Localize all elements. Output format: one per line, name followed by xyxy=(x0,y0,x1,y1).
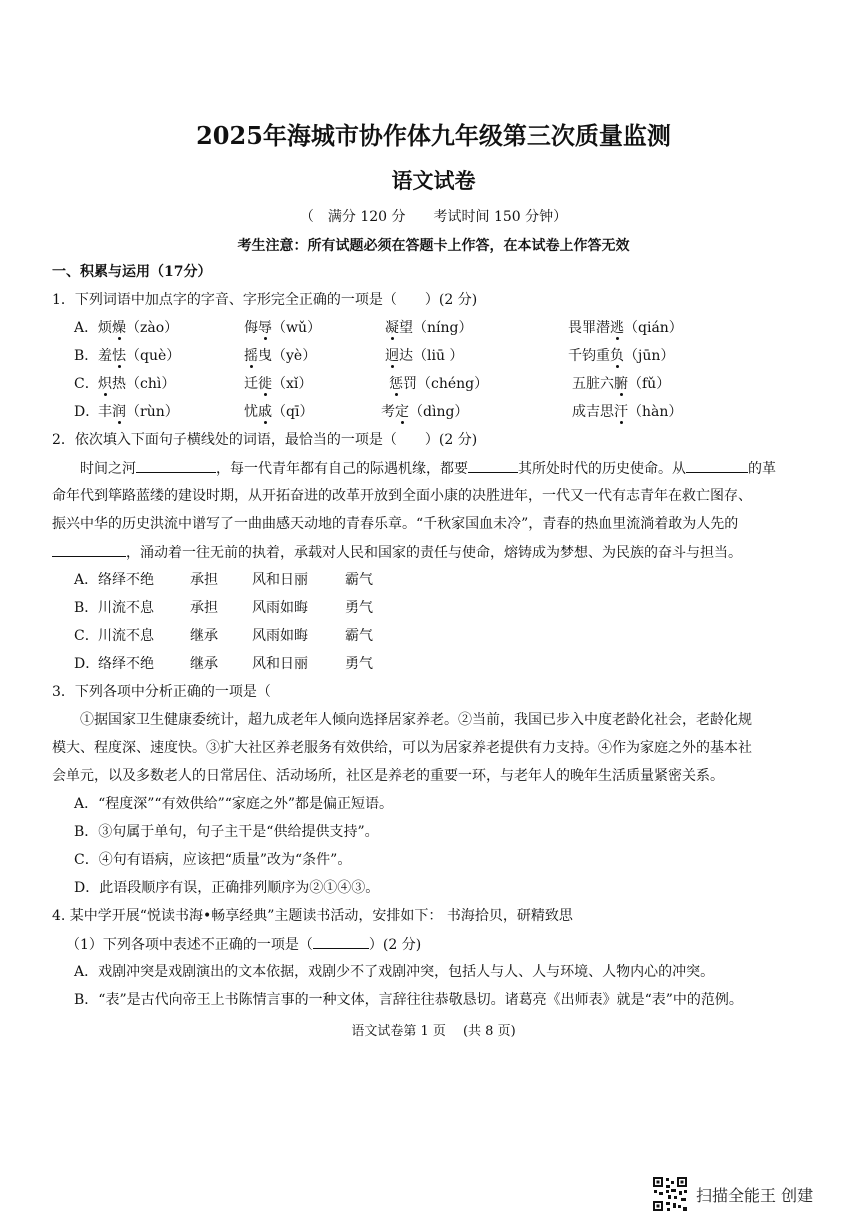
word-2: 忧戚（qī） xyxy=(244,404,314,420)
option-label: D． xyxy=(74,656,100,672)
option-label: B． xyxy=(74,348,99,364)
section-heading: 一、积累与运用（17分） xyxy=(52,264,212,280)
q3-option-b: B．③句属于单句，句子主干是“供给提供支持”。 xyxy=(74,824,379,840)
word-3: 凝望（níng） xyxy=(385,320,473,336)
choice-4: 勇气 xyxy=(345,600,373,616)
choice-3: 风雨如晦 xyxy=(252,600,308,616)
choice-2: 继承 xyxy=(190,656,218,672)
q2-passage-line-3: 振兴中华的历史洪流中谱写了一曲曲感天动地的青春乐章。“千秋家国血未冷”，青春的热血里流淌着敢为人先的 xyxy=(52,516,739,532)
q2-passage-line-4: ，涌动着一往无前的执着，承载对人民和国家的责任与使命，熔铸成为梦想、为民族的奋斗与担当。 xyxy=(52,542,742,563)
word-1: 烦燥（zào） xyxy=(98,320,179,336)
option-label: C． xyxy=(74,628,99,644)
answer-blank xyxy=(686,458,748,473)
choice-1: 络绎不绝 xyxy=(98,572,154,588)
word-4: 五脏六腑（fǔ） xyxy=(572,376,671,392)
q2-passage-line-1: 时间之河 ，每一代青年都有自己的际遇机缘，都要 其所处时代的历史使命。从 的革 xyxy=(80,458,776,479)
answer-blank xyxy=(468,458,518,473)
word-4: 千钧重负（jūn） xyxy=(568,348,675,364)
answer-blank xyxy=(313,934,369,949)
choice-4: 霸气 xyxy=(345,628,373,644)
choice-4: 霸气 xyxy=(345,572,373,588)
choice-3: 风和日丽 xyxy=(252,656,308,672)
answer-blank xyxy=(52,542,126,557)
word-3: 考定（dìng） xyxy=(381,404,469,420)
word-3: 惩罚（chéng） xyxy=(389,376,489,392)
option-label: A． xyxy=(74,320,99,336)
choice-2: 继承 xyxy=(190,628,218,644)
q4-option-a: A．戏剧冲突是戏剧演出的文本依据，戏剧少不了戏剧冲突，包括人与人、人与环境、人物内心的冲突。 xyxy=(74,964,715,980)
word-2: 迁徙（xǐ） xyxy=(244,376,313,392)
q3-stem: 3．下列各项中分析正确的一项是（ xyxy=(52,684,271,700)
qr-code-icon xyxy=(652,1176,688,1212)
word-2: 摇曳（yè） xyxy=(244,348,317,364)
choice-3: 风雨如晦 xyxy=(252,628,308,644)
word-1: 丰润（rùn） xyxy=(98,404,179,420)
option-label: A． xyxy=(74,572,99,588)
option-label: C． xyxy=(74,376,99,392)
q4-sub1-stem: （1）下列各项中表述不正确的一项是（ ）(2 分) xyxy=(66,934,421,955)
word-1: 炽热（chì） xyxy=(98,376,176,392)
q3-passage-line-1: ①据国家卫生健康委统计，超九成老年人倾向选择居家养老。②当前，我国已步入中度老龄化社会，老龄化规 xyxy=(80,712,752,728)
word-3: 迥达（liū ） xyxy=(385,348,464,364)
choice-3: 风和日丽 xyxy=(252,572,308,588)
answer-blank xyxy=(136,458,216,473)
word-2: 侮辱（wǔ） xyxy=(244,320,321,336)
scanner-watermark-text: 扫描全能王 创建 xyxy=(696,1185,814,1205)
choice-2: 承担 xyxy=(190,572,218,588)
choice-2: 承担 xyxy=(190,600,218,616)
option-label: B． xyxy=(74,600,99,616)
exam-title: 2025年海城市协作体九年级第三次质量监测 xyxy=(196,121,671,150)
q2-passage-line-2: 命年代到筚路蓝缕的建设时期，从开拓奋进的改革开放到全面小康的决胜进年，一代又一代有志青年在救亡图存、 xyxy=(52,488,752,504)
q1-stem: 1．下列词语中加点字的字音、字形完全正确的一项是（ ）(2 分) xyxy=(52,292,478,308)
q3-option-a: A．“程度深”“有效供给”“家庭之外”都是偏正短语。 xyxy=(74,796,394,812)
choice-1: 络绎不绝 xyxy=(98,656,154,672)
word-4: 畏罪潜逃（qián） xyxy=(568,320,683,336)
q3-option-c: C．④句有语病，应该把“质量”改为“条件”。 xyxy=(74,852,352,868)
page-footer: 语文试卷第 1 页 (共 8 页) xyxy=(351,1024,516,1039)
q2-stem: 2．依次填入下面句子横线处的词语，最恰当的一项是（ ）(2 分) xyxy=(52,432,478,448)
q3-passage-line-3: 会单元，以及多数老人的日常居住、活动场所，社区是养老的重要一环，与老年人的晚年生活质量紧密关系。 xyxy=(52,768,724,784)
exam-subtitle: 语文试卷 xyxy=(391,168,476,193)
q4-stem: 4. 某中学开展“悦读书海•畅享经典”主题读书活动，安排如下： 书海拾贝，研精致思 xyxy=(52,908,573,924)
word-1: 羞怯（què） xyxy=(98,348,181,364)
exam-notice: 考生注意：所有试题必须在答题卡上作答，在本试卷上作答无效 xyxy=(237,238,630,254)
choice-1: 川流不息 xyxy=(98,628,154,644)
choice-4: 勇气 xyxy=(345,656,373,672)
q3-passage-line-2: 模大、程度深、速度快。③扩大社区养老服务有效供给，可以为居家养老提供有力支持。④作为家庭之外的基本社 xyxy=(52,740,752,756)
option-label: D． xyxy=(74,404,100,420)
q4-option-b: B．“表”是古代向帝王上书陈情言事的一种文体，言辞往往恭敬恳切。诸葛亮《出师表》就是“表”中的范例。 xyxy=(74,992,743,1008)
scanner-watermark xyxy=(652,1176,813,1212)
word-4: 成吉思汗（hàn） xyxy=(572,404,683,420)
q3-option-d: D．此语段顺序有误，正确排列顺序为②①④③。 xyxy=(74,880,380,896)
choice-1: 川流不息 xyxy=(98,600,154,616)
exam-info: （ 满分 120 分 考试时间 150 分钟） xyxy=(299,209,568,225)
